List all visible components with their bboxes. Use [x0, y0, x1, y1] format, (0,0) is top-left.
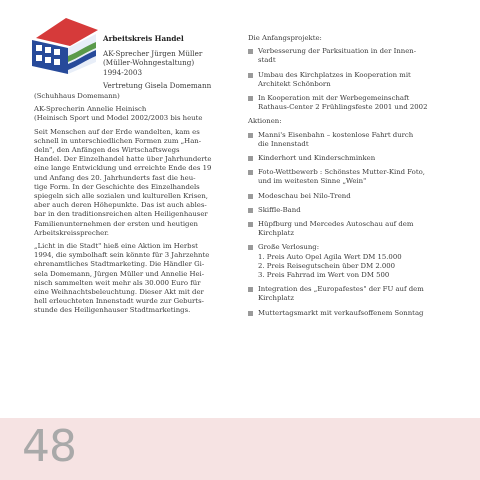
bullet-square-icon	[248, 73, 253, 78]
text-line: hell erleuchteten Innenstadt wurde zur Geburts-	[34, 297, 204, 306]
text-line: stunde des Heiligenhauser Stadtmarketings.	[34, 306, 191, 315]
bullet-square-icon	[248, 96, 253, 101]
bullet-text-line: Große Verlosung:	[258, 243, 320, 252]
speaker-2-line: AK-Sprecherin Annelie Heinisch	[34, 105, 147, 114]
text-line: ehrenamtliches Stadtmarketing. Die Händler Gi-	[34, 260, 205, 269]
bullet-square-icon	[248, 287, 253, 292]
speaker-line: 1994-2003	[103, 67, 143, 77]
bullet-square-icon	[248, 49, 253, 54]
bullet-item	[248, 71, 448, 89]
deputy-firm: (Schuhhaus Domemann)	[34, 92, 120, 100]
text-line: spiegeln sich alle sozialen und kulturellen Krisen,	[34, 192, 208, 201]
bullet-square-icon	[248, 222, 253, 227]
speaker-2-block	[34, 105, 239, 123]
house-logo-icon	[30, 16, 100, 76]
text-line: sela Domemann, Jürgen Müller und Annelie Hei-	[34, 269, 205, 278]
actions-list	[248, 131, 448, 318]
bullet-item	[248, 154, 448, 163]
text-line: und Anfang des 20. Jahrhunderts fast die heu-	[34, 173, 196, 182]
section-title: Arbeitskreis Handel	[103, 34, 184, 43]
text-line: Handel. Der Einzelhandel hatte über Jahrhunderte	[34, 155, 212, 164]
bullet-text-line: Kirchplatz	[258, 294, 295, 303]
bullet-item	[248, 131, 448, 149]
bullet-text-line: stadt	[258, 56, 276, 65]
bullet-item	[248, 220, 448, 238]
right-column	[248, 34, 448, 323]
actions-heading: Aktionen:	[248, 117, 282, 126]
bullet-text-line: Rathaus-Center 2 Frühlingsfeste 2001 und 2002	[258, 103, 428, 112]
bullet-text-line: Skiffle-Band	[258, 205, 301, 214]
bullet-text-line: Verbesserung der Parksituation in der Innen-	[258, 47, 417, 56]
bullet-text-line: In Kooperation mit der Werbegemeinschaft	[258, 94, 410, 103]
speaker-2-firm: (Heinisch Sport und Model 2002/2003 bis heute	[34, 114, 203, 123]
bullet-text-line: Foto-Wettbewerb : Schönstes Mutter-Kind Foto,	[258, 168, 425, 177]
projects-heading: Die Anfangsprojekte:	[248, 34, 322, 42]
text-line: eine Weihnachtsbeleuchtung. Dieser Akt mit der	[34, 288, 204, 297]
text-line: deln", den Anfängen des Wirtschaftswegs	[34, 146, 180, 155]
bullet-item	[248, 309, 448, 318]
speaker-line: (Müller-Wohngestaltung)	[103, 58, 195, 68]
paragraph-history	[34, 128, 239, 238]
bullet-square-icon	[248, 170, 253, 175]
deputy-line: Vertretung Gisela Domemann	[103, 81, 212, 91]
left-column	[34, 93, 239, 320]
page-number: 48	[22, 421, 76, 472]
bullet-square-icon	[248, 156, 253, 161]
bullet-text-line: Architekt Schönborn	[258, 79, 331, 88]
paragraph-licht	[34, 242, 239, 316]
bullet-square-icon	[248, 133, 253, 138]
bullet-text-line: Kirchplatz	[258, 229, 295, 238]
text-line: schnell in unterschiedlichen Formen zum „Han-	[34, 136, 202, 145]
bullet-item	[248, 94, 448, 112]
bullet-item	[248, 243, 448, 280]
bullet-square-icon	[248, 311, 253, 316]
text-line: eine lange Entwicklung und erreichte Ende des 19	[34, 164, 212, 173]
speaker-block	[103, 49, 238, 78]
bullet-text-line: Muttertagsmarkt mit verkaufsoffenem Sonntag	[258, 308, 424, 317]
bullet-item	[248, 206, 448, 215]
bullet-text-line: Modeschau bei Nilo-Trend	[258, 191, 351, 200]
bullet-text-line: Manni's Eisenbahn – kostenlose Fahrt durch	[258, 130, 414, 139]
text-line: Arbeitskreissprecher.	[34, 228, 109, 237]
bullet-square-icon	[248, 194, 253, 199]
text-line: nisch sammelten weit mehr als 30.000 Euro für	[34, 278, 201, 287]
speaker-line: AK-Sprecher Jürgen Müller	[103, 48, 203, 58]
bullet-text-line: 2. Preis Reisegutschein über DM 2.000	[258, 261, 396, 270]
bullet-text-line: Umbau des Kirchplatzes in Kooperation mit	[258, 70, 411, 79]
bullet-square-icon	[248, 208, 253, 213]
text-line: aber auch deren Höhepunkte. Das ist auch ables-	[34, 201, 207, 210]
text-line: „Licht in die Stadt" hieß eine Aktion im Herbst	[34, 242, 198, 251]
bullet-item	[248, 168, 448, 186]
bullet-item	[248, 285, 448, 303]
text-line: Familienunternehmen der ersten und heutigen	[34, 219, 198, 228]
bullet-text-line: Hüpfburg und Mercedes Autoschau auf dem	[258, 220, 414, 229]
bullet-square-icon	[248, 245, 253, 250]
left-header	[103, 34, 238, 95]
bullet-text-line: und im weitesten Sinne „Wein"	[258, 177, 367, 186]
text-line: bar in den traditionsreichen alten Heiligenhauser	[34, 210, 208, 219]
bullet-text-line: 1. Preis Auto Opel Agila Wert DM 15.000	[258, 252, 402, 261]
text-line: Seit Menschen auf der Erde wandelten, kam es	[34, 127, 200, 136]
projects-list	[248, 47, 448, 112]
bullet-item	[248, 192, 448, 201]
text-line: tige Form. In der Geschichte des Einzelhandels	[34, 182, 200, 191]
bullet-text-line: Kinderhort und Kinderschminken	[258, 154, 376, 163]
text-line: 1994, die symbolhaft sein könnte für 3 Jahrzehnte	[34, 251, 210, 260]
bullet-text-line: die Innenstadt	[258, 139, 309, 148]
bullet-text-line: Integration des „Europafestes" der FU auf dem	[258, 285, 424, 294]
bullet-text-line: 3. Preis Fahrrad im Wert von DM 500	[258, 271, 390, 280]
bullet-item	[248, 47, 448, 65]
